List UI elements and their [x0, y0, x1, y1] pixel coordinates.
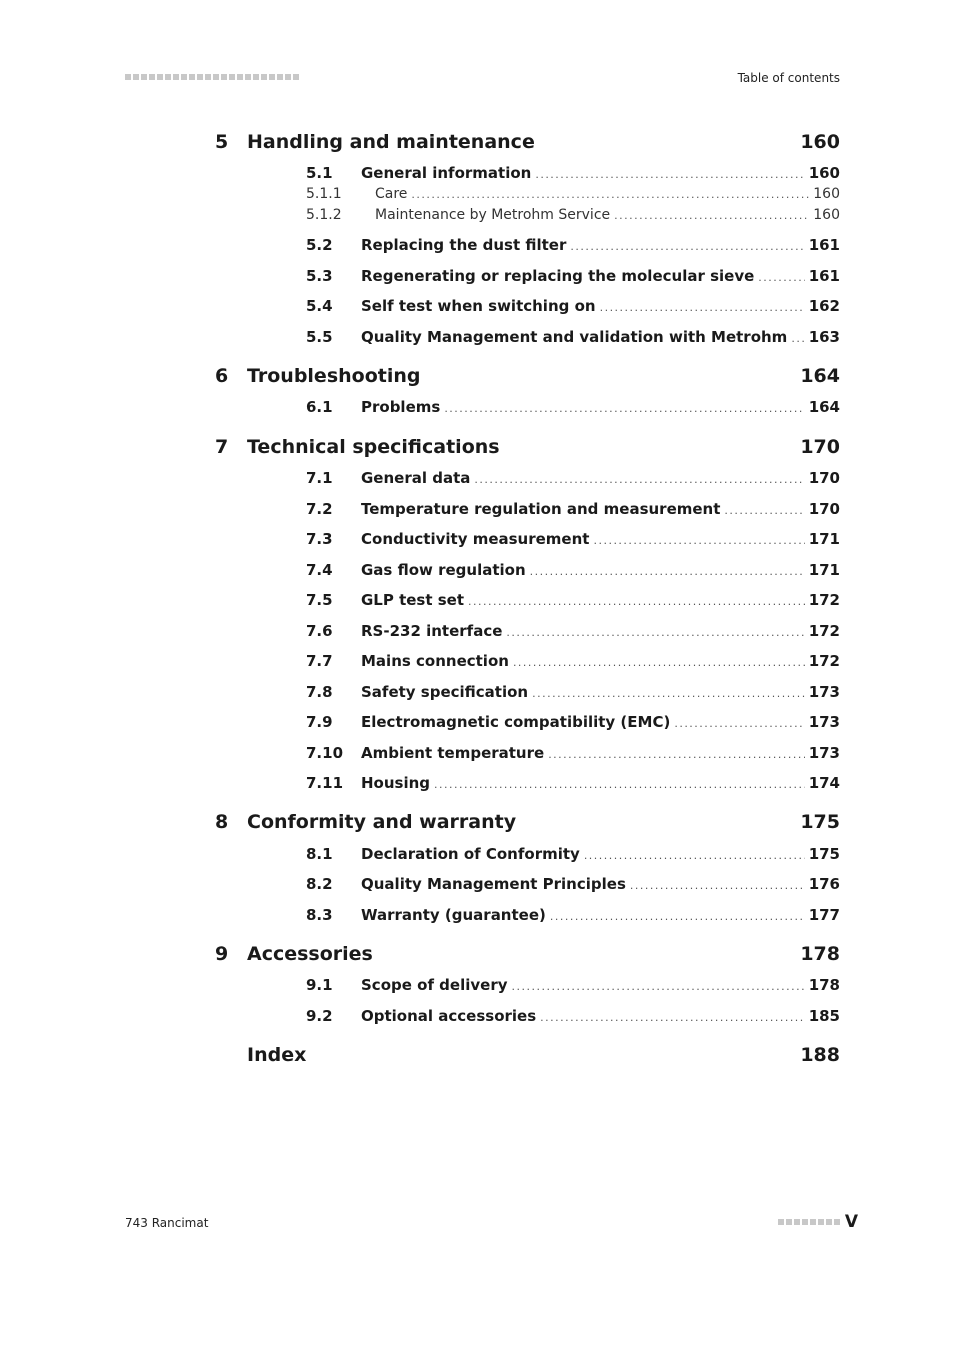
section-number: 8.3	[306, 906, 333, 924]
chapter-title: Troubleshooting	[247, 365, 421, 387]
leader-dots	[540, 1007, 805, 1025]
chapter-number: 5	[215, 131, 229, 153]
section-page: 162	[808, 297, 840, 315]
section-title: Regenerating or replacing the molecular sieve	[361, 267, 755, 285]
chapter-page: 178	[800, 943, 840, 965]
running-header-title: Table of contents	[737, 71, 840, 85]
section-page: 161	[808, 236, 840, 254]
section-page: 161	[808, 267, 840, 285]
section-number: 8.1	[306, 845, 333, 863]
leader-dots	[532, 683, 805, 701]
subsection-number: 5.1.2	[306, 207, 342, 223]
chapter-page: 170	[800, 436, 840, 458]
section-title: Optional accessories	[361, 1007, 537, 1025]
section-number: 7.2	[306, 500, 333, 518]
section-number: 7.10	[306, 744, 344, 762]
leader-dots	[724, 500, 804, 518]
leader-dots	[791, 328, 804, 346]
subsection-title: Care	[375, 186, 408, 202]
chapter-title: Technical specifications	[247, 436, 500, 458]
section-page: 170	[808, 469, 840, 487]
section-page: 171	[808, 561, 840, 579]
section-number: 5.3	[306, 267, 333, 285]
section-number: 7.9	[306, 713, 333, 731]
leader-dots	[474, 469, 804, 487]
chapter-number: 8	[215, 811, 229, 833]
leader-dots	[674, 713, 804, 731]
leader-dots	[444, 398, 804, 416]
index-page: 188	[800, 1044, 840, 1066]
chapter-page: 175	[800, 811, 840, 833]
chapter-number: 7	[215, 436, 229, 458]
leader-dots	[506, 622, 804, 640]
section-page: 176	[808, 875, 840, 893]
section-number: 7.3	[306, 530, 333, 548]
section-page: 172	[808, 652, 840, 670]
section-title: General data	[361, 469, 471, 487]
section-title: Replacing the dust filter	[361, 236, 567, 254]
section-title: Conductivity measurement	[361, 530, 590, 548]
section-title: Declaration of Conformity	[361, 845, 580, 863]
chapter-page: 164	[800, 365, 840, 387]
section-title: Warranty (guarantee)	[361, 906, 546, 924]
section-title: GLP test set	[361, 591, 465, 609]
section-number: 9.2	[306, 1007, 333, 1025]
section-page: 175	[808, 845, 840, 863]
section-number: 5.1	[306, 164, 333, 182]
chapter-title: Conformity and warranty	[247, 811, 517, 833]
chapter-title: Handling and maintenance	[247, 131, 535, 153]
section-page: 172	[808, 591, 840, 609]
section-title: Housing	[361, 774, 431, 792]
section-page: 178	[808, 976, 840, 994]
chapter-title: Accessories	[247, 943, 373, 965]
footer-decoration	[778, 1219, 840, 1225]
section-number: 8.2	[306, 875, 333, 893]
leader-dots	[530, 561, 805, 579]
index-title: Index	[247, 1044, 307, 1066]
section-page: 177	[808, 906, 840, 924]
leader-dots	[548, 744, 805, 762]
leader-dots	[512, 976, 805, 994]
section-number: 7.4	[306, 561, 333, 579]
section-title: Ambient temperature	[361, 744, 545, 762]
leader-dots	[614, 207, 809, 223]
section-page: 173	[808, 713, 840, 731]
section-number: 7.8	[306, 683, 333, 701]
section-title: Temperature regulation and measurement	[361, 500, 721, 518]
section-title: Problems	[361, 398, 441, 416]
subsection-page: 160	[813, 186, 840, 202]
subsection-page: 160	[813, 207, 840, 223]
section-title: Scope of delivery	[361, 976, 508, 994]
leader-dots	[584, 845, 805, 863]
leader-dots	[758, 267, 804, 285]
section-number: 6.1	[306, 398, 333, 416]
section-title: Gas flow regulation	[361, 561, 526, 579]
page-number: V	[844, 1212, 858, 1232]
section-page: 185	[808, 1007, 840, 1025]
section-number: 9.1	[306, 976, 333, 994]
section-title: Quality Management and validation with Metrohm	[361, 328, 788, 346]
chapter-number: 6	[215, 365, 229, 387]
section-page: 164	[808, 398, 840, 416]
section-page: 163	[808, 328, 840, 346]
leader-dots	[411, 186, 809, 202]
section-page: 173	[808, 683, 840, 701]
section-page: 171	[808, 530, 840, 548]
section-title: Mains connection	[361, 652, 509, 670]
leader-dots	[630, 875, 805, 893]
section-title: Electromagnetic compatibility (EMC)	[361, 713, 671, 731]
leader-dots	[550, 906, 805, 924]
leader-dots	[513, 652, 805, 670]
leader-dots	[468, 591, 805, 609]
section-number: 7.11	[306, 774, 344, 792]
section-number: 5.4	[306, 297, 333, 315]
footer-page-marker	[778, 1212, 858, 1232]
section-title: Self test when switching on	[361, 297, 596, 315]
section-number: 7.5	[306, 591, 333, 609]
section-page: 173	[808, 744, 840, 762]
section-number: 7.7	[306, 652, 333, 670]
chapter-number: 9	[215, 943, 229, 965]
section-title: Safety specification	[361, 683, 529, 701]
leader-dots	[593, 530, 804, 548]
section-number: 7.6	[306, 622, 333, 640]
chapter-page: 160	[800, 131, 840, 153]
subsection-number: 5.1.1	[306, 186, 342, 202]
leader-dots	[570, 236, 804, 254]
section-title: General information	[361, 164, 532, 182]
section-title: Quality Management Principles	[361, 875, 626, 893]
leader-dots	[434, 774, 805, 792]
leader-dots	[600, 297, 805, 315]
section-number: 5.2	[306, 236, 333, 254]
section-page: 172	[808, 622, 840, 640]
leader-dots	[535, 164, 804, 182]
footer-product-name: 743 Rancimat	[125, 1216, 209, 1230]
section-page: 160	[808, 164, 840, 182]
section-page: 174	[808, 774, 840, 792]
section-title: RS-232 interface	[361, 622, 503, 640]
section-number: 5.5	[306, 328, 333, 346]
section-number: 7.1	[306, 469, 333, 487]
section-page: 170	[808, 500, 840, 518]
subsection-title: Maintenance by Metrohm Service	[375, 207, 611, 223]
